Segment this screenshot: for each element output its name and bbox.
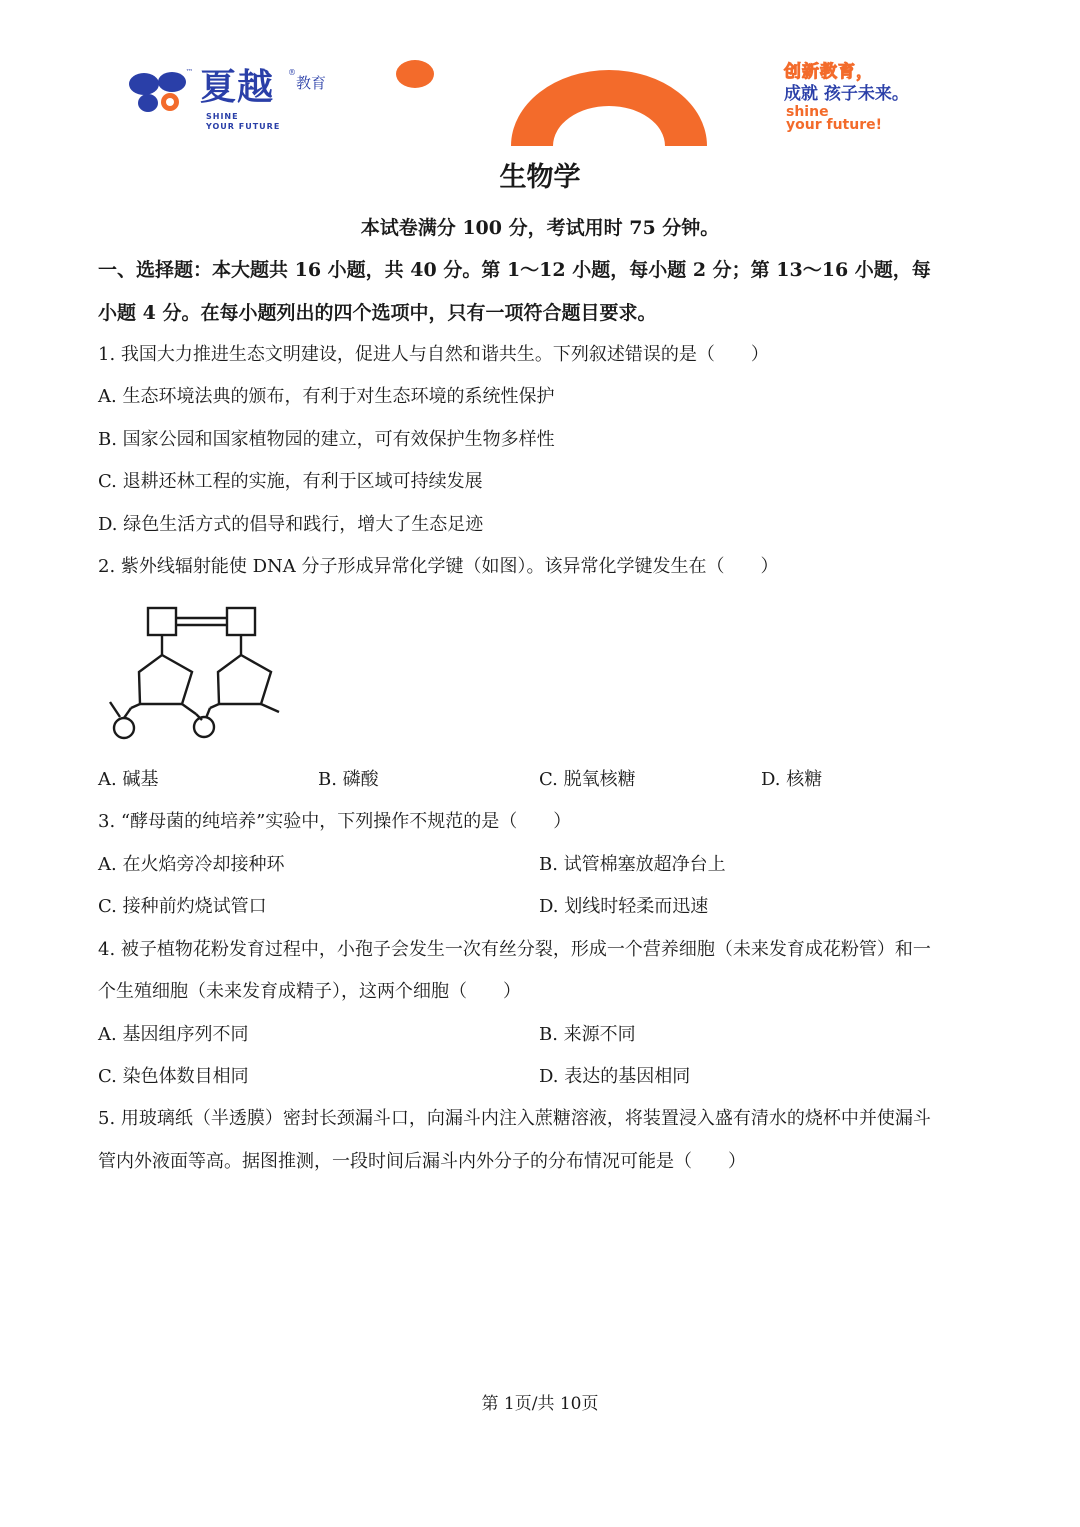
question-3-option-b: B. 试管棉塞放超净台上: [539, 854, 726, 875]
logo-tagline-2: YOUR FUTURE: [206, 122, 281, 131]
question-2-stem: 2. 紫外线辐射能使 DNA 分子形成异常化学键（如图）。该异常化学键发生在（ ）: [98, 556, 779, 577]
question-2-option-d: D. 核糖: [761, 769, 823, 790]
question-3-option-a: A. 在火焰旁冷却接种环: [98, 854, 285, 875]
question-2-option-c: C. 脱氧核糖: [539, 769, 636, 790]
question-5-stem-cont: 管内外液面等高。据图推测，一段时间后漏斗内外分子的分布情况可能是（ ）: [98, 1151, 746, 1172]
logo-reg-mark: ®: [288, 68, 296, 77]
question-4-option-b: B. 来源不同: [539, 1024, 636, 1045]
logo-tm-mark: ™: [186, 68, 193, 76]
header-slogan-right: [784, 62, 984, 138]
question-4-stem-cont: 个生殖细胞（未来发育成精子），这两个细胞（ ）: [98, 981, 521, 1002]
page-title: 生物学: [499, 162, 581, 193]
question-3-option-c: C. 接种前灼烧试管口: [98, 896, 267, 917]
butterfly-logo-icon: [128, 70, 190, 114]
question-1-option-b: B. 国家公园和国家植物园的建立，可有效保护生物多样性: [98, 429, 555, 450]
dna-dimer-diagram: [104, 600, 290, 746]
question-5-stem: 5. 用玻璃纸（半透膜）密封长颈漏斗口，向漏斗内注入蔗糖溶液，将装置浸入盛有清水的烧杯中并使漏斗: [98, 1108, 931, 1129]
slogan-line-2: 成就 孩子未来。: [784, 84, 909, 104]
question-4-option-c: C. 染色体数目相同: [98, 1066, 249, 1087]
logo-brand-name: 夏越: [200, 67, 275, 108]
question-4-stem: 4. 被子植物花粉发育过程中，小孢子会发生一次有丝分裂，形成一个营养细胞（未来发育成花粉管）和一: [98, 939, 931, 960]
slogan-line-4: your future!: [786, 117, 882, 133]
question-1-option-a: A. 生态环境法典的颁布，有利于对生态环境的系统性保护: [98, 386, 555, 407]
header-logo-left: [128, 66, 348, 132]
section-header-line-1: 一、选择题：本大题共 16 小题，共 40 分。第 1～12 小题，每小题 2 分；第 13～16 小题，每: [98, 259, 931, 281]
orange-arch-decoration: [508, 68, 710, 148]
question-3-option-d: D. 划线时轻柔而迅速: [539, 896, 709, 917]
logo-tagline-1: SHINE: [206, 112, 239, 121]
logo-brand-edu: 教育: [296, 74, 327, 92]
question-4-option-a: A. 基因组序列不同: [98, 1024, 249, 1045]
question-3-stem: 3. “酵母菌的纯培养”实验中，下列操作不规范的是（ ）: [98, 811, 572, 832]
slogan-line-3: shine: [786, 104, 829, 120]
question-1-option-c: C. 退耕还林工程的实施，有利于区域可持续发展: [98, 471, 483, 492]
question-2-option-a: A. 碱基: [98, 769, 159, 790]
page-footer: 第 1页/共 10页: [481, 1394, 599, 1414]
question-1-stem: 1. 我国大力推进生态文明建设，促进人与自然和谐共生。下列叙述错误的是（ ）: [98, 344, 769, 365]
question-4-option-d: D. 表达的基因相同: [539, 1066, 691, 1087]
question-1-option-d: D. 绿色生活方式的倡导和践行，增大了生态足迹: [98, 514, 484, 535]
slogan-line-1: 创新教育，: [784, 62, 874, 82]
section-header-line-2: 小题 4 分。在每小题列出的四个选项中，只有一项符合题目要求。: [98, 302, 657, 324]
orange-dot-decoration: [394, 58, 436, 90]
exam-info: 本试卷满分 100 分，考试用时 75 分钟。: [360, 217, 720, 239]
question-2-option-b: B. 磷酸: [318, 769, 379, 790]
